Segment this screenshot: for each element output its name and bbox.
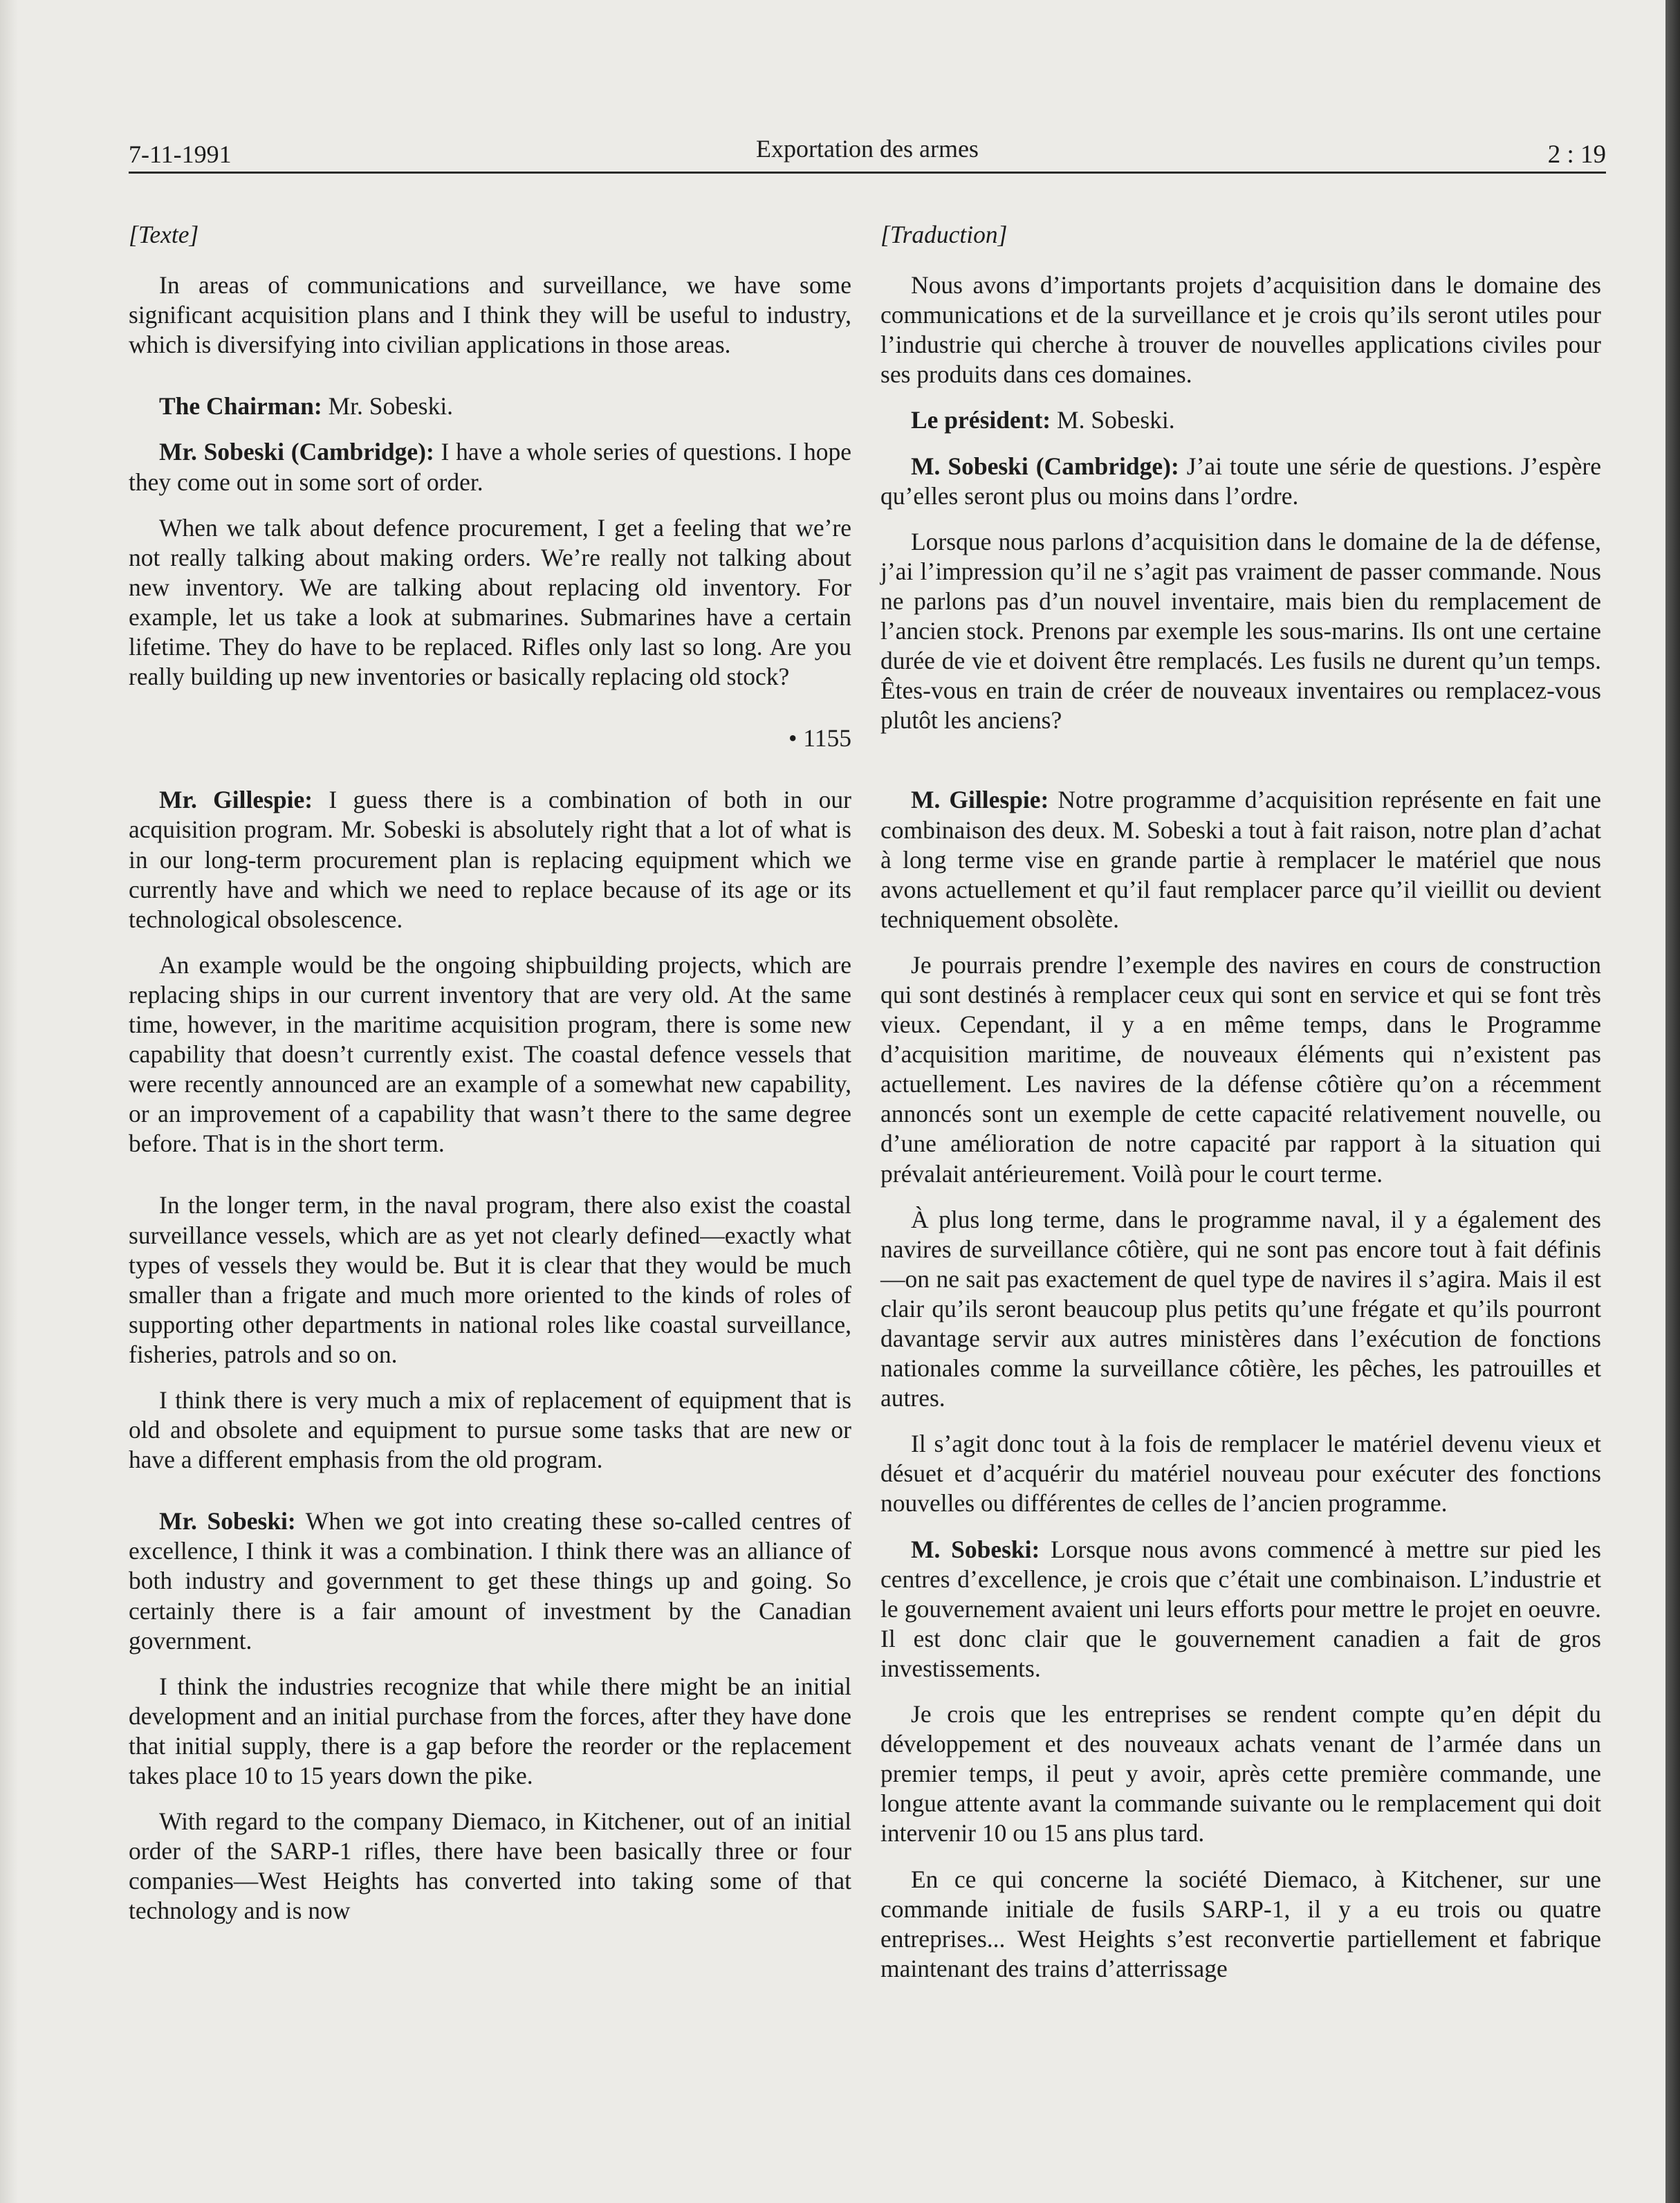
- paragraph: In areas of communications and surveillance, we have some significant acquisition plans and I think they will be useful to industry, which is diversifying into civilian applications in those areas.: [129, 271, 851, 359]
- header-page-number: 2 : 19: [1547, 140, 1606, 169]
- paragraph: In the longer term, in the naval program, there also exist the coastal surveillance vessels, which are as yet not clearly defined—exactly what types of vessels they would be. But it is clear that they would be much smaller than a frigate and much more oriented to the kinds of roles of supporting other departments in national roles like coastal surveillance, fisheries, patrols and so on.: [129, 1191, 851, 1368]
- paragraph: With regard to the company Diemaco, in Kitchener, out of an initial order of the SARP-1 rifles, there have been basically three or four companies—West Heights has converted into taking some of that technology and is now: [129, 1807, 851, 1925]
- running-header: [129, 129, 1606, 174]
- paragraph: Mr. Sobeski: When we got into creating these so-called centres of excellence, I think it was a combination. I think there was an alliance of both industry and government to get these things up and going. So certainly there is a fair amount of investment by the Canadian government.: [129, 1507, 851, 1654]
- speaker: The Chairman:: [159, 392, 322, 421]
- header-title: Exportation des armes: [756, 135, 979, 163]
- speaker: Le président:: [911, 406, 1051, 434]
- paragraph: Nous avons d’importants projets d’acquisition dans le domaine des communications et de la surveillance et je crois qu’ils seront utiles pour l’industrie qui cherche à trouver de nouvelles applications civiles pour ses produits dans ces domaines.: [880, 271, 1601, 389]
- header-date: 7-11-1991: [129, 140, 232, 168]
- paragraph: Mr. Gillespie: I guess there is a combination of both in our acquisition program. Mr. Sobeski is absolutely right that a lot of what is in our long-term procurement plan is replacing equipment which we currently have and which we need to replace because of its age or its technological obsolescence.: [129, 786, 851, 933]
- paragraph: I think the industries recognize that while there might be an initial development and an initial purchase from the forces, after they have done that initial supply, there is a gap before the reorder or the replacement takes place 10 to 15 years down the pike.: [129, 1672, 851, 1790]
- paragraph: Je pourrais prendre l’exemple des navires en cours de construction qui sont destinés à remplacer ceux qui sont en service et qui se font très vieux. Cependant, il y a en même temps, dans le Programme d’acquisition maritime, de nouveaux éléments qui n’existent pas actuellement. Les navires de la défense côtière qu’on a récemment annoncés sont un exemple de cette capacité relativement nouvelle, ou d’une amélioration de notre capacité par rapport à la situation qui prévalait antérieurement. Voilà pour le court terme.: [880, 950, 1601, 1188]
- paragraph: En ce qui concerne la société Diemaco, à Kitchener, sur une commande initiale de fusils SARP-1, il y a eu trois ou quatre entreprises... West Heights s’est reconvertie partiellement et fabrique maintenant des trains d’atterrissage: [880, 1865, 1601, 1982]
- paragraph: Il s’agit donc tout à la fois de remplacer le matériel devenu vieux et désuet et d’acquérir du matériel nouveau pour exécuter des fonctions nouvelles ou différentes de celles de l’ancien programme.: [880, 1430, 1601, 1518]
- paragraph: M. Sobeski (Cambridge): J’ai toute une série de questions. J’espère qu’elles seront plus ou moins dans l’ordre.: [880, 452, 1601, 510]
- label-text: Traduction: [889, 221, 998, 248]
- paragraph: Le président: M. Sobeski.: [911, 406, 1175, 434]
- speaker: M. Sobeski:: [911, 1535, 1040, 1563]
- paragraph: An example would be the ongoing shipbuilding projects, which are replacing ships in our current inventory that are very old. At the same time, however, in the maritime acquisition program, there is some new capability that doesn’t currently exist. The coastal defence vessels that were recently announced are an example of a somewhat new capability, or an improvement of a capability that wasn’t there to the same degree before. That is in the short term.: [129, 950, 851, 1158]
- french-column: [880, 220, 1601, 2000]
- column-label: [Texte]: [129, 221, 199, 248]
- paragraph: I think there is very much a mix of replacement of equipment that is old and obsolete and equipment to pursue some tasks that are new or have a different emphasis from the old program.: [129, 1386, 851, 1474]
- speaker: Mr. Sobeski:: [159, 1507, 296, 1536]
- paragraph: Je crois que les entreprises se rendent compte qu’en dépit du développement et des nouveaux achats venant de l’armée dans un premier temps, il peut y avoir, après cette première commande, une longue attente avant la commande suivante ou le remplacement qui doit intervenir 10 ou 15 ans plus tard.: [880, 1700, 1601, 1847]
- speaker: M. Gillespie:: [911, 786, 1049, 814]
- english-column: [129, 220, 851, 1942]
- speaker: M. Sobeski (Cambridge):: [911, 452, 1179, 480]
- paragraph: The Chairman: Mr. Sobeski.: [159, 392, 454, 421]
- paragraph: When we talk about defence procurement, I get a feeling that we’re not really talking about making orders. We’re really not talking about new inventory. We are talking about replacing old inventory. For example, let us take a look at submarines. Submarines have a certain lifetime. They do have to be replaced. Rifles only last so long. Are you really building up new inventories or basically replacing old stock?: [129, 513, 851, 691]
- paragraph: Lorsque nous parlons d’acquisition dans le domaine de la de défense, j’ai l’impression qu’il ne s’agit pas vraiment de passer commande. Nous ne parlons pas d’un nouvel inventaire, mais bien du remplacement de l’ancien stock. Prenons par exemple les sous-marins. Ils ont une certaine durée de vie et doivent être remplacés. Les fusils ne durent qu’un temps. Êtes-vous en train de créer de nouveaux inventaires ou remplacez-vous plutôt les anciens?: [880, 527, 1601, 735]
- speaker: Mr. Gillespie:: [159, 786, 313, 814]
- paragraph: M. Gillespie: Notre programme d’acquisition représente en fait une combinaison des deux. M. Sobeski a tout à fait raison, notre plan d’achat à long terme vise en grande partie à remplacer le matériel que nous avons actuellement et qu’il faut remplacer parce qu’il vieillit ou devient techniquement obsolète.: [880, 786, 1602, 933]
- time-stamp: • 1155: [788, 724, 851, 753]
- binding-shadow: [1665, 0, 1680, 2203]
- label-text: Texte: [138, 221, 190, 248]
- speaker: Mr. Sobeski (Cambridge):: [159, 438, 434, 466]
- column-label: [Traduction]: [880, 221, 1008, 248]
- paragraph: M. Sobeski: Lorsque nous avons commencé à mettre sur pied les centres d’excellence, je crois que c’était une combinaison. L’industrie et le gouvernement avaient uni leurs efforts pour mettre le projet en oeuvre. Il est donc clair que le gouvernement canadien a fait de gros investissements.: [880, 1535, 1601, 1682]
- page-edge: [0, 0, 18, 2203]
- paragraph: Mr. Sobeski (Cambridge): I have a whole series of questions. I hope they come out in some sort of order.: [129, 438, 851, 496]
- paragraph: À plus long terme, dans le programme naval, il y a également des navires de surveillance côtière, qui ne sont pas encore tout à fait définis—on ne sait pas exactement de quel type de navires il s’agira. Mais il est clair qu’ils seront beaucoup plus petits qu’une frégate et qu’ils pourront davantage servir aux autres ministères dans l’exécution de fonctions nationales comme la surveillance côtière, les pêches, les patrouilles et autres.: [880, 1205, 1601, 1412]
